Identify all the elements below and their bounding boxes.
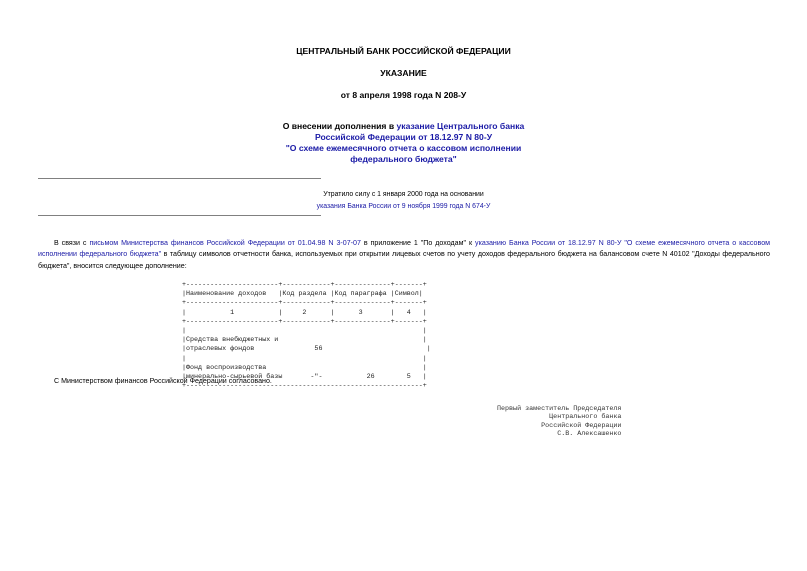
divider-top (38, 178, 321, 179)
body-text-3: в таблицу символов отчетности банка, используемых при открытии лицевых счетов по учету доходов федерального бюджета на балансовом счете N 40102 "Доходы федерального бюджета", вносится следующее дополнение: (38, 250, 770, 270)
agreement-note: С Министерством финансов Российской Федерации согласовано. (54, 377, 272, 385)
table-border: +-----------------------------------------------------------+ (182, 382, 427, 391)
table-border: +-----------------------+------------+--------------+-------+ (182, 317, 427, 326)
signature-position: Первый заместитель Председателя (497, 405, 622, 413)
document-date-number: от 8 апреля 1998 года N 208-У (340, 90, 467, 100)
signature-block (497, 405, 621, 439)
signature-name: С.В. Алексашенко (557, 430, 622, 439)
amended-decree-link[interactable]: указание Центрального банка (396, 121, 525, 131)
table-border: +-----------------------+------------+--------------+-------+ (182, 281, 427, 289)
body-text-2: в приложение 1 "По доходам" к (360, 239, 476, 247)
body-paragraph (38, 238, 770, 272)
table-row: |отраслевых фондов 56 | (182, 345, 431, 354)
amended-decree-link-line2[interactable]: Российской Федерации от 18.12.97 N 80-У (314, 132, 493, 142)
document-type: УКАЗАНИЕ (380, 68, 427, 78)
table-border: +-----------------------+------------+--------------+-------+ (182, 299, 427, 308)
table-row: |Фонд воспроизводства | (182, 363, 427, 372)
status-note (0, 189, 807, 213)
table-row: | | (182, 327, 427, 336)
title-prefix: О внесении дополнения в (282, 121, 397, 131)
minfin-letter-link[interactable]: письмом Министерства финансов Российской Федерации от 01.04.98 N 3-07-07 (89, 239, 361, 247)
bank-decree-link[interactable]: указанию Банка России от 18.12.97 N 80-У "О схеме ежемесячного отчета о кассовом исполнении федерального бюджета" (38, 239, 771, 259)
document-title (0, 121, 807, 165)
amended-decree-link-line3[interactable]: "О схеме ежемесячного отчета о кассовом исполнении (285, 143, 522, 153)
status-note-text: Утратило силу с 1 января 2000 года на основании (323, 191, 484, 198)
divider-bottom (38, 215, 321, 216)
table-column-numbers: | 1 | 2 | 3 | 4 | (182, 308, 427, 317)
table-row: | | (182, 354, 427, 363)
table-row: |минерально-сырьевой базы -"- 26 5 | (182, 373, 427, 382)
amended-decree-link-line4[interactable]: федерального бюджета" (350, 154, 457, 164)
table-row: |Средства внебюджетных и | (182, 336, 427, 345)
signature-organization: Центрального банка (549, 413, 622, 422)
issuer-title: ЦЕНТРАЛЬНЫЙ БАНК РОССИЙСКОЙ ФЕДЕРАЦИИ (296, 46, 511, 56)
symbols-table (182, 281, 431, 391)
repeal-decree-link[interactable]: указания Банка России от 9 ноября 1999 года N 674-У (316, 203, 491, 210)
signature-organization-2: Российской Федерации (541, 421, 622, 430)
body-text-1: В связи с (54, 239, 90, 247)
table-header-row: |Наименование доходов |Код раздела |Код параграфа |Символ| (182, 290, 423, 299)
